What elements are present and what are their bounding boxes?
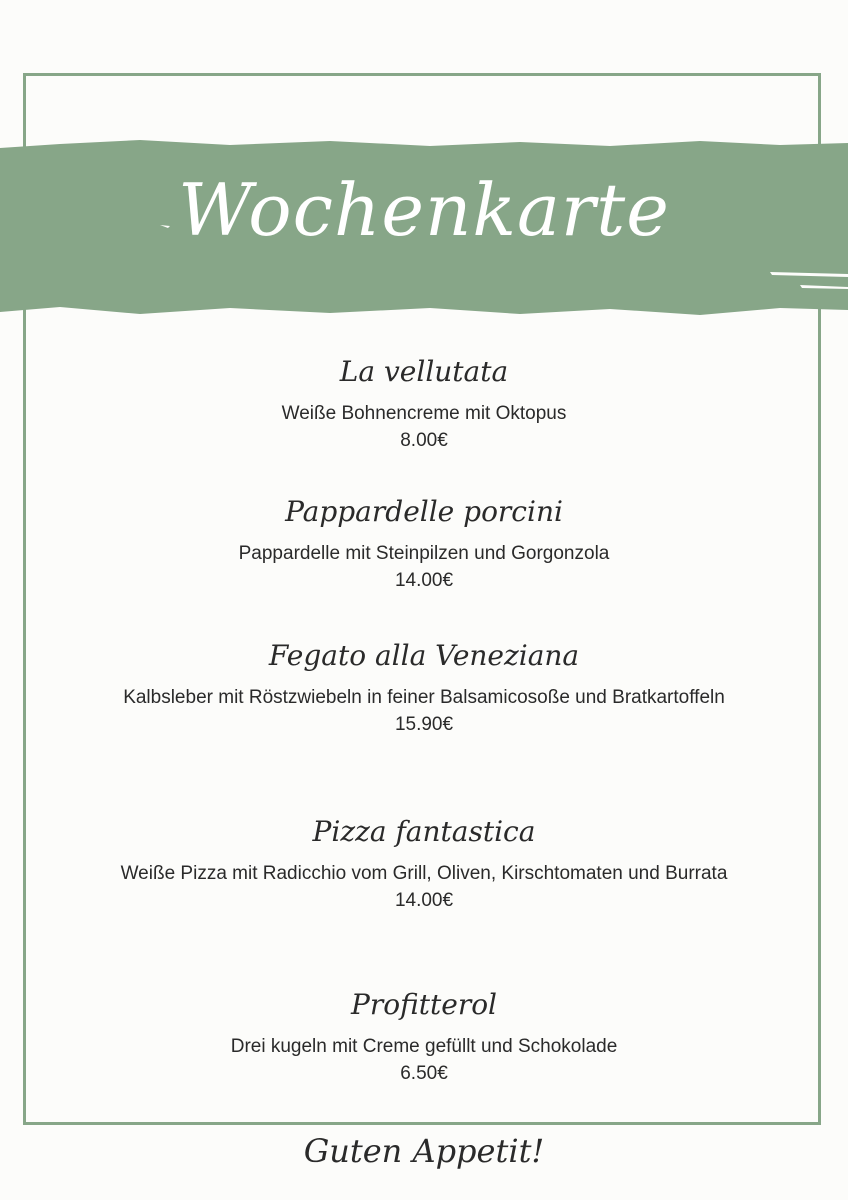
dish-description: Weiße Pizza mit Radicchio vom Grill, Oliven, Kirschtomaten und Burrata xyxy=(120,863,728,884)
dish-price: 14.00€ xyxy=(394,890,454,911)
dish-price: 6.50€ xyxy=(400,1063,448,1084)
menu-item xyxy=(60,812,788,914)
dish-name: La vellutata xyxy=(339,355,509,388)
menu-item xyxy=(60,636,788,738)
dish-price: 14.00€ xyxy=(394,570,454,591)
dish-description: Weiße Bohnencreme mit Oktopus xyxy=(281,403,567,424)
menu-item xyxy=(60,352,788,454)
dish-name: Profitterol xyxy=(350,988,498,1021)
dish-description: Kalbsleber mit Röstzwiebeln in feiner Balsamicosoße und Bratkartoffeln xyxy=(123,687,725,708)
menu-item xyxy=(60,985,788,1087)
menu-title: Wochenkarte xyxy=(178,168,670,252)
closing-greeting: Guten Appetit! xyxy=(303,1132,545,1170)
dish-price: 8.00€ xyxy=(400,430,448,451)
menu-item xyxy=(60,492,788,594)
dish-name: Pizza fantastica xyxy=(312,815,536,848)
dish-name: Fegato alla Veneziana xyxy=(268,639,580,672)
dish-description: Pappardelle mit Steinpilzen und Gorgonzola xyxy=(238,543,610,564)
dish-price: 15.90€ xyxy=(394,714,454,735)
dish-description: Drei kugeln mit Creme gefüllt und Schokolade xyxy=(230,1036,618,1057)
dish-name: Pappardelle porcini xyxy=(285,495,563,528)
